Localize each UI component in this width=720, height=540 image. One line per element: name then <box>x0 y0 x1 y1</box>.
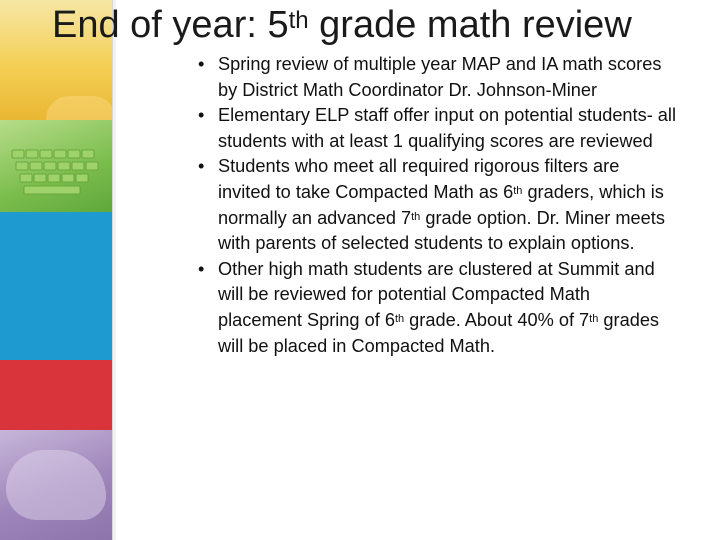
bullet-item <box>196 154 676 256</box>
bullet-text: grades will be placed in Compacted Math. <box>218 309 660 356</box>
bullet-item <box>196 257 676 359</box>
sidebar-band-blue <box>0 212 112 360</box>
keyboard-icon <box>10 146 106 202</box>
decorative-sidebar <box>0 0 116 540</box>
bullet-text: Elementary ELP staff offer input on potential students- all students with at least 1 qualifying scores are reviewed <box>218 105 676 151</box>
ordinal-superscript: th <box>589 312 599 325</box>
bullet-item <box>196 103 676 154</box>
ordinal-superscript: th <box>513 184 523 197</box>
bullet-icon: • <box>198 105 205 126</box>
title-text-end: grade math review <box>308 4 632 46</box>
ordinal-superscript: th <box>411 210 421 223</box>
slide-title <box>52 0 712 50</box>
bullet-icon: • <box>198 156 205 177</box>
bullet-text: Spring review of multiple year MAP and IA math scores by District Math Coordinator Dr. Johnson-Miner <box>218 54 662 100</box>
title-superscript: th <box>288 7 309 34</box>
bullet-item <box>196 52 676 103</box>
bullet-text: graders, which is normally an advanced 7 <box>218 181 664 228</box>
bullet-icon: • <box>198 54 205 74</box>
bullet-text: grade. About 40% of 7 <box>404 309 590 330</box>
title-text: End of year: 5 <box>52 4 289 46</box>
sidebar-band-red <box>0 360 112 430</box>
bullet-icon: • <box>198 258 205 279</box>
bullet-text: Other high math students are clustered at Summit and will be reviewed for potential Compacted Math placement Spring of 6 <box>218 258 655 330</box>
sidebar-edge <box>112 0 116 540</box>
ordinal-superscript: th <box>394 312 405 325</box>
bullet-text: grade option. Dr. Miner meets with parents of selected students to explain options. <box>218 207 665 254</box>
bullet-text: Students who meet all required rigorous filters are invited to take Compacted Math as 6 <box>218 156 620 202</box>
bullet-list <box>196 52 676 359</box>
